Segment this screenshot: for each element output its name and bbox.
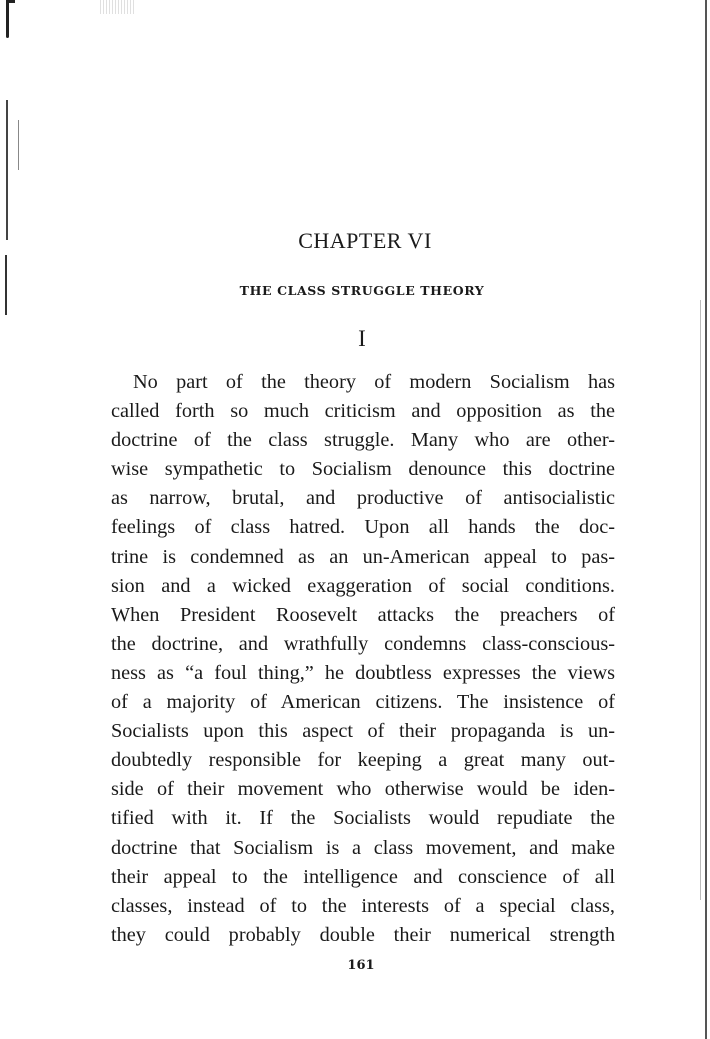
- text-line: doctrine that Socialism is a class movement, and make: [111, 836, 615, 859]
- text-line: the doctrine, and wrathfully condemns class-conscious-: [111, 632, 615, 655]
- text-line: trine is condemned as an un-American appeal to pas-: [111, 545, 615, 568]
- scan-right-edge: [700, 300, 701, 900]
- text-line: sion and a wicked exaggeration of social conditions.: [111, 574, 615, 597]
- text-line: ness as “a foul thing,” he doubtless expresses the views: [111, 661, 615, 684]
- text-line: as narrow, brutal, and productive of antisocialistic: [111, 487, 615, 510]
- text-line: doctrine of the class struggle. Many who are other-: [111, 429, 615, 452]
- body-text: [111, 368, 615, 950]
- text-line: they could probably double their numerical strength: [111, 923, 615, 946]
- page-number: 161: [347, 958, 375, 973]
- text-line: feelings of class hatred. Upon all hands the doc-: [111, 516, 615, 539]
- text-line: When President Roosevelt attacks the preachers of: [111, 603, 615, 626]
- text-line: of a majority of American citizens. The insistence of: [111, 691, 615, 714]
- text-line: classes, instead of to the interests of a special class,: [111, 894, 615, 917]
- text-line: wise sympathetic to Socialism denounce this doctrine: [111, 458, 615, 481]
- text-line: No part of the theory of modern Socialism has: [133, 371, 615, 393]
- text-line: tified with it. If the Socialists would repudiate the: [111, 807, 615, 830]
- chapter-heading: CHAPTER VI: [298, 228, 432, 253]
- scan-right-edge: [705, 0, 707, 1039]
- scan-left-edge: [6, 100, 8, 240]
- section-numeral: I: [358, 326, 366, 351]
- scan-left-edge: [18, 120, 19, 170]
- text-line: doubtedly responsible for keeping a great many out-: [111, 749, 615, 772]
- scan-smudge: [100, 0, 136, 14]
- text-line: Socialists upon this aspect of their propaganda is un-: [111, 720, 615, 743]
- text-line: called forth so much criticism and opposition as the: [111, 400, 615, 423]
- text-line: side of their movement who otherwise would be iden-: [111, 778, 615, 801]
- scan-corner-mark: [6, 0, 9, 38]
- text-line: their appeal to the intelligence and conscience of all: [111, 865, 615, 888]
- chapter-title: THE CLASS STRUGGLE THEORY: [239, 283, 485, 298]
